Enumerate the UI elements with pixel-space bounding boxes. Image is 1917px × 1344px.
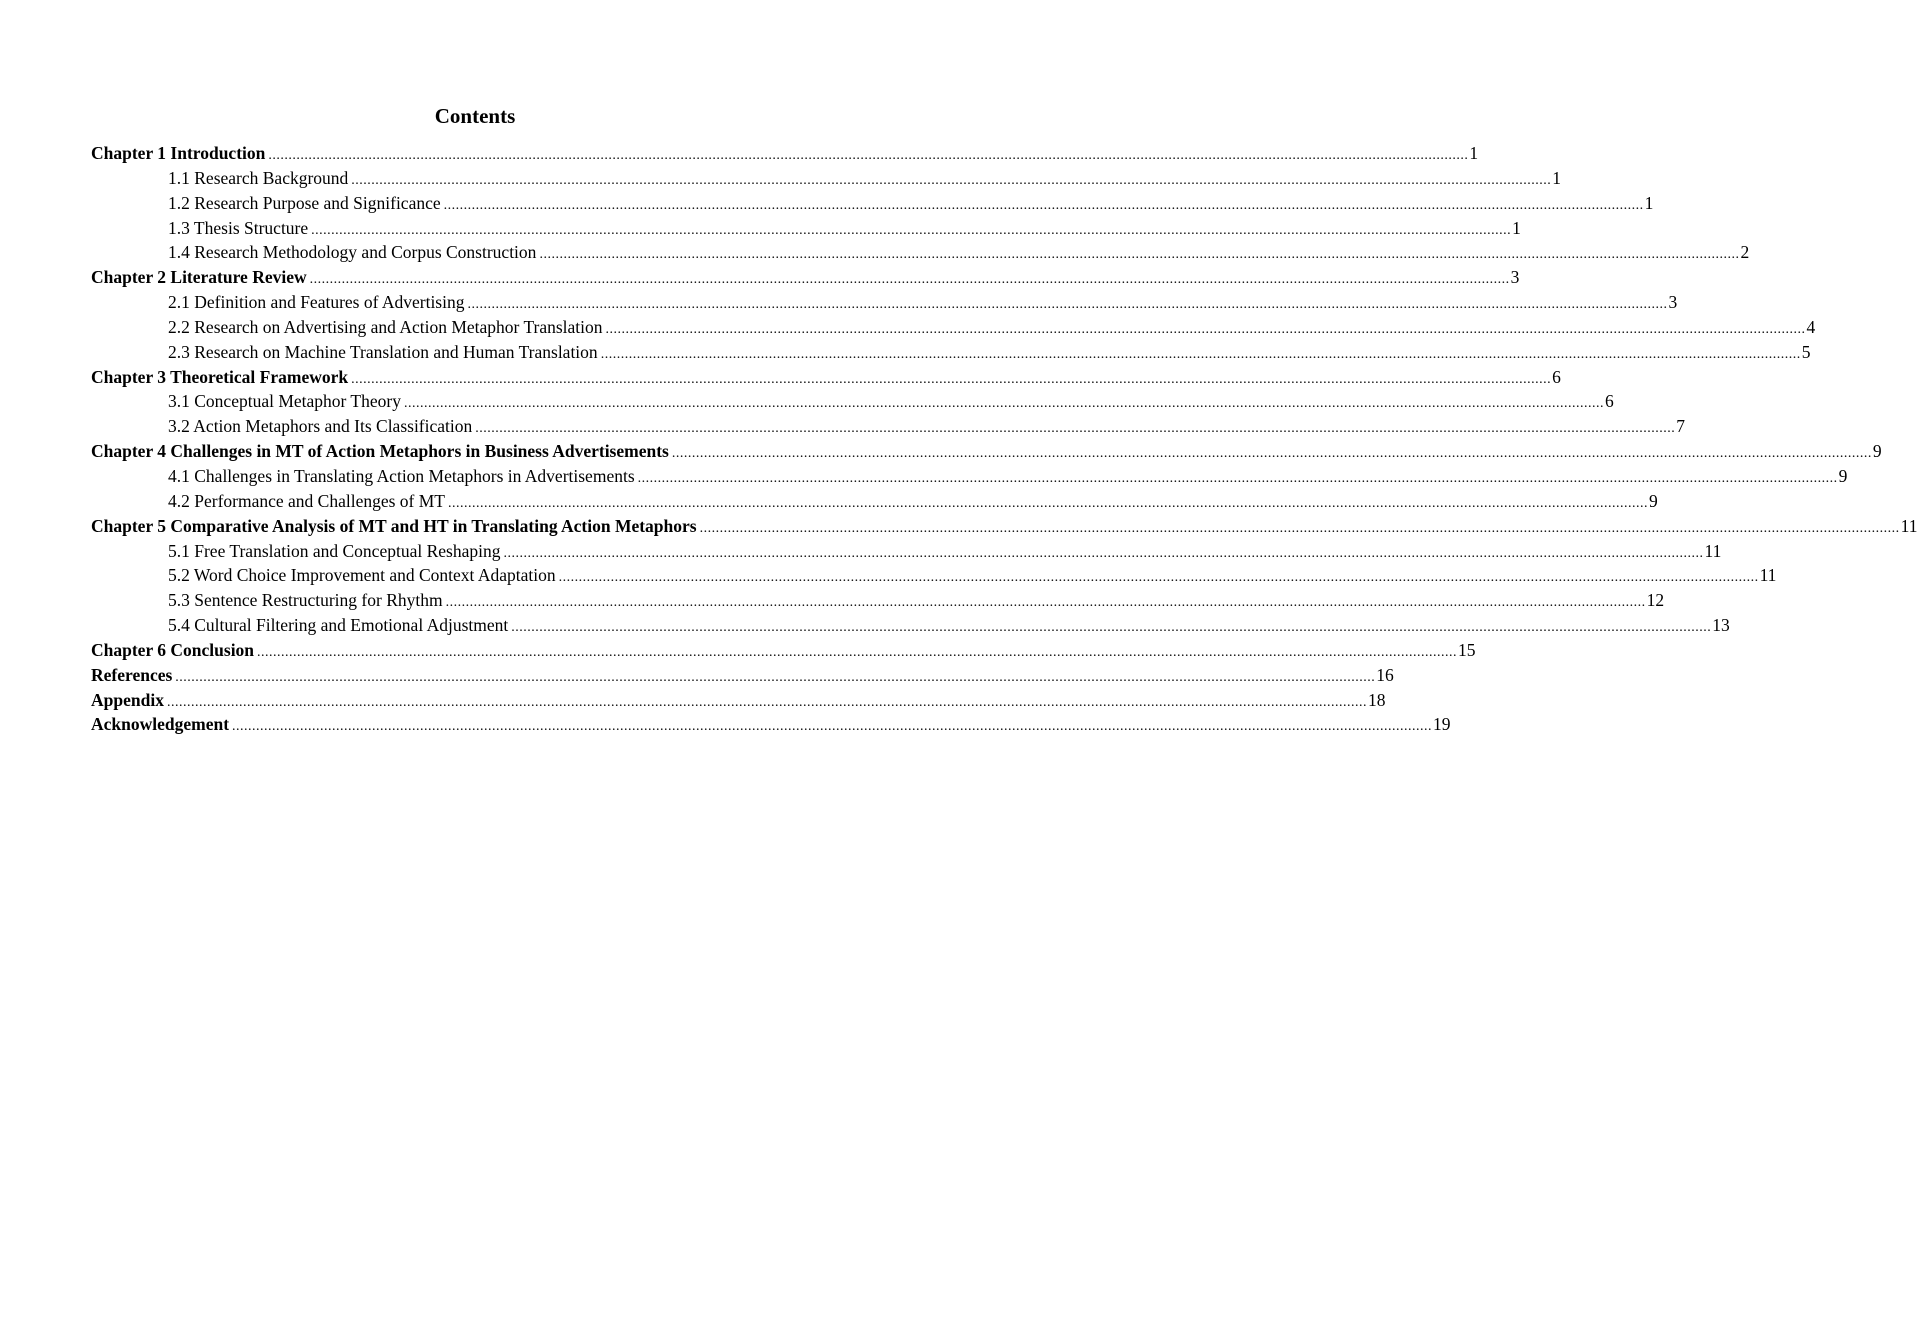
toc-entry-label: 4.2 Performance and Challenges of MT xyxy=(168,490,446,511)
toc-dot-leader: ............................................................................................................................................................................................................................................................................................................ xyxy=(351,371,1552,387)
toc-dot-leader: ............................................................................................................................................................................................................................................................................................................ xyxy=(443,197,1644,213)
toc-section-entry[interactable] xyxy=(91,166,1562,191)
toc-page-number: 1 xyxy=(1644,192,1654,213)
toc-chapter-entry[interactable] xyxy=(91,663,1394,688)
toc-chapter-entry[interactable] xyxy=(91,439,1882,464)
toc-entry-label: 5.3 Sentence Restructuring for Rhythm xyxy=(168,590,443,611)
toc-dot-leader: ............................................................................................................................................................................................................................................................................................................ xyxy=(403,396,1604,412)
toc-dot-leader: ............................................................................................................................................................................................................................................................................................................ xyxy=(637,470,1838,486)
toc-dot-leader: ............................................................................................................................................................................................................................................................................................................ xyxy=(511,620,1712,636)
toc-page-number: 3 xyxy=(1510,267,1520,288)
toc-page-number: 11 xyxy=(1900,515,1917,536)
toc-page-number: 5 xyxy=(1801,341,1811,362)
toc-section-entry[interactable] xyxy=(91,489,1658,514)
toc-page-number: 6 xyxy=(1552,366,1561,387)
toc-entry-label: 3.1 Conceptual Metaphor Theory xyxy=(168,391,401,412)
toc-dot-leader: ............................................................................................................................................................................................................................................................................................................ xyxy=(232,719,1433,735)
toc-entry-label: References xyxy=(91,664,173,685)
toc-dot-leader: ............................................................................................................................................................................................................................................................................................................ xyxy=(600,346,1801,362)
toc-section-entry[interactable] xyxy=(91,240,1750,265)
contents-title: Contents xyxy=(434,104,516,128)
toc-entry-label: 4.1 Challenges in Translating Action Metaphors in Advertisements xyxy=(168,465,635,486)
toc-dot-leader: ............................................................................................................................................................................................................................................................................................................ xyxy=(311,222,1512,238)
toc-chapter-entry[interactable] xyxy=(91,365,1561,390)
toc-page-number: 9 xyxy=(1838,465,1848,486)
table-of-contents xyxy=(91,141,1917,737)
toc-section-entry[interactable] xyxy=(91,414,1686,439)
toc-chapter-entry[interactable] xyxy=(91,712,1451,737)
toc-dot-leader: ............................................................................................................................................................................................................................................................................................................ xyxy=(257,644,1458,660)
toc-page-number: 2 xyxy=(1740,242,1750,263)
toc-page-number: 11 xyxy=(1704,540,1722,561)
toc-entry-label: Chapter 6 Conclusion xyxy=(91,639,255,660)
toc-entry-label: Chapter 2 Literature Review xyxy=(91,267,307,288)
toc-page-number: 1 xyxy=(1552,167,1562,188)
toc-entry-label: Chapter 1 Introduction xyxy=(91,143,266,163)
toc-dot-leader: ............................................................................................................................................................................................................................................................................................................ xyxy=(699,520,1900,536)
toc-entry-label: 1.4 Research Methodology and Corpus Construction xyxy=(168,242,537,263)
toc-page-number: 19 xyxy=(1433,714,1451,735)
toc-section-entry[interactable] xyxy=(91,315,1816,340)
toc-page-number: 9 xyxy=(1649,490,1658,511)
toc-page-number: 11 xyxy=(1759,565,1777,586)
toc-dot-leader: ............................................................................................................................................................................................................................................................................................................ xyxy=(268,148,1469,163)
toc-section-entry[interactable] xyxy=(91,613,1730,638)
toc-dot-leader: ............................................................................................................................................................................................................................................................................................................ xyxy=(558,570,1759,586)
toc-section-entry[interactable] xyxy=(91,588,1665,613)
toc-page-number: 12 xyxy=(1646,590,1665,611)
toc-dot-leader: ............................................................................................................................................................................................................................................................................................................ xyxy=(309,272,1510,288)
toc-entry-label: Chapter 4 Challenges in MT of Action Metaphors in Business Advertisements xyxy=(91,441,669,462)
toc-dot-leader: ............................................................................................................................................................................................................................................................................................................ xyxy=(475,421,1676,437)
toc-dot-leader: ............................................................................................................................................................................................................................................................................................................ xyxy=(448,495,1649,511)
toc-dot-leader: ............................................................................................................................................................................................................................................................................................................ xyxy=(503,545,1704,561)
toc-page-number: 9 xyxy=(1872,441,1882,462)
toc-entry-label: 2.1 Definition and Features of Advertising xyxy=(168,292,465,313)
toc-page-number: 1 xyxy=(1469,143,1479,163)
toc-section-entry[interactable] xyxy=(91,539,1722,564)
toc-entry-label: Acknowledgement xyxy=(91,714,230,735)
toc-chapter-entry[interactable] xyxy=(91,514,1917,539)
toc-dot-leader: ............................................................................................................................................................................................................................................................................................................ xyxy=(671,446,1872,462)
toc-chapter-entry[interactable] xyxy=(91,688,1386,713)
toc-entry-label: 2.3 Research on Machine Translation and Human Translation xyxy=(168,341,598,362)
toc-dot-leader: ............................................................................................................................................................................................................................................................................................................ xyxy=(467,297,1668,313)
toc-page-number: 16 xyxy=(1376,664,1394,685)
toc-dot-leader: ............................................................................................................................................................................................................................................................................................................ xyxy=(175,669,1376,685)
toc-section-entry[interactable] xyxy=(91,340,1811,365)
toc-page-number: 1 xyxy=(1512,217,1521,238)
toc-dot-leader: ............................................................................................................................................................................................................................................................................................................ xyxy=(351,172,1552,188)
toc-entry-label: 2.2 Research on Advertising and Action Metaphor Translation xyxy=(168,316,603,337)
toc-section-entry[interactable] xyxy=(91,464,1848,489)
toc-dot-leader: ............................................................................................................................................................................................................................................................................................................ xyxy=(445,595,1646,611)
toc-chapter-entry[interactable] xyxy=(91,265,1520,290)
toc-dot-leader: ............................................................................................................................................................................................................................................................................................................ xyxy=(539,247,1740,263)
toc-page-number: 15 xyxy=(1458,639,1476,660)
toc-dot-leader: ............................................................................................................................................................................................................................................................................................................ xyxy=(605,321,1806,337)
toc-section-entry[interactable] xyxy=(91,290,1678,315)
toc-entry-label: 3.2 Action Metaphors and Its Classification xyxy=(168,416,473,437)
toc-entry-label: 5.1 Free Translation and Conceptual Reshaping xyxy=(168,540,501,561)
toc-section-entry[interactable] xyxy=(91,191,1654,216)
toc-entry-label: Chapter 3 Theoretical Framework xyxy=(91,366,349,387)
toc-section-entry[interactable] xyxy=(91,216,1521,241)
toc-chapter-entry[interactable] xyxy=(91,141,1479,166)
toc-page-number: 3 xyxy=(1668,292,1678,313)
toc-entry-label: Chapter 5 Comparative Analysis of MT and HT in Translating Action Metaphors xyxy=(91,515,697,536)
toc-entry-label: 1.2 Research Purpose and Significance xyxy=(168,192,441,213)
toc-page-number: 6 xyxy=(1604,391,1614,412)
toc-section-entry[interactable] xyxy=(91,563,1777,588)
toc-section-entry[interactable] xyxy=(91,389,1614,414)
toc-chapter-entry[interactable] xyxy=(91,638,1476,663)
toc-entry-label: 1.3 Thesis Structure xyxy=(168,217,309,238)
toc-page-number: 13 xyxy=(1712,615,1730,636)
toc-page-number: 18 xyxy=(1367,689,1386,710)
toc-page-number: 4 xyxy=(1806,316,1816,337)
toc-entry-label: Appendix xyxy=(91,689,164,710)
toc-entry-label: 5.2 Word Choice Improvement and Context Adaptation xyxy=(168,565,556,586)
toc-page-number: 7 xyxy=(1676,416,1686,437)
toc-dot-leader: ............................................................................................................................................................................................................................................................................................................ xyxy=(166,694,1367,710)
toc-entry-label: 1.1 Research Background xyxy=(168,167,349,188)
toc-entry-label: 5.4 Cultural Filtering and Emotional Adjustment xyxy=(168,615,509,636)
